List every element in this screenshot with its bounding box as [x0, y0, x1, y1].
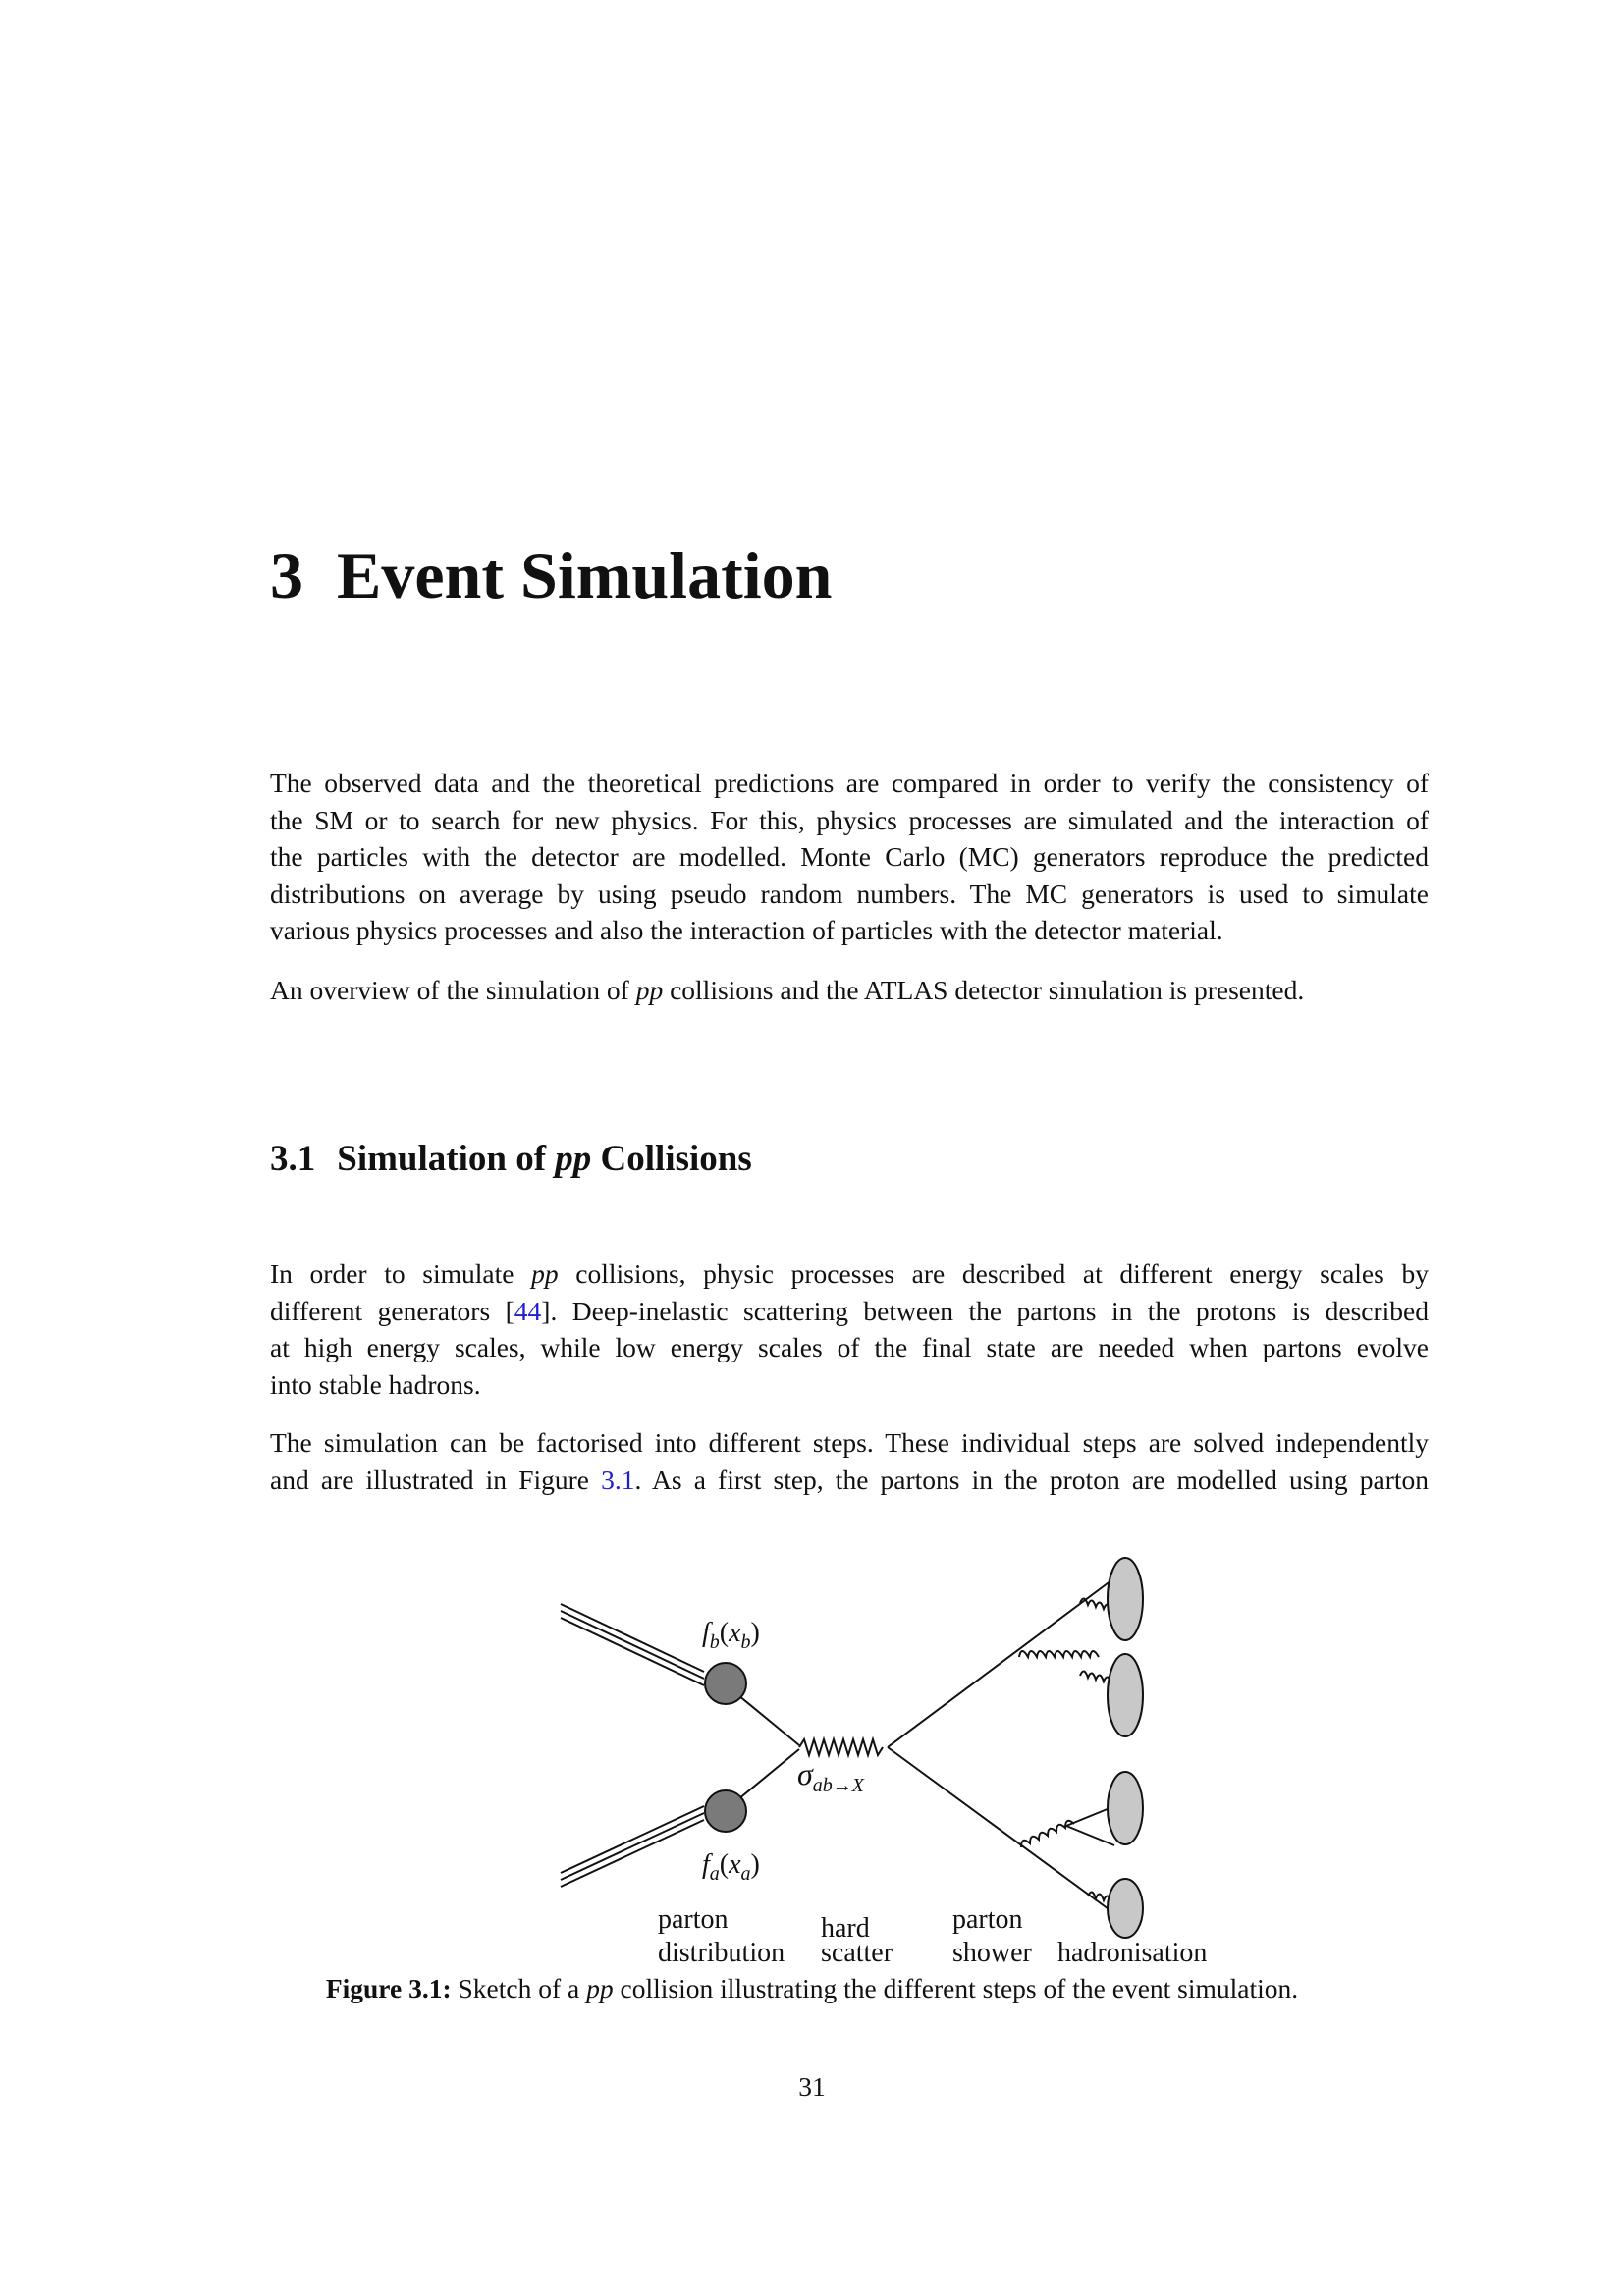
- hadron-blob-4: [1108, 1879, 1143, 1938]
- intro-paragraph-1: [270, 765, 1429, 949]
- label-fa-xa: fa(xa): [702, 1849, 760, 1885]
- text-line: and are illustrated in Figure 3.1. As a first step, the partons in the proton are modelled using parton: [270, 1464, 1430, 1495]
- text-line: In order to simulate pp collisions, physic processes are described at different energy scales by: [270, 1258, 1429, 1289]
- text-line: The simulation can be factorised into different steps. These individual steps are solved independently: [270, 1427, 1429, 1458]
- chapter-number: 3: [270, 538, 303, 613]
- parton-line-b: [738, 1695, 799, 1745]
- outgoing-parton-lower: [888, 1747, 1119, 1917]
- parton-line-a: [738, 1749, 799, 1799]
- caption-label: Figure 3.1:: [325, 1973, 452, 2003]
- page-number: 31: [798, 2071, 826, 2102]
- outgoing-parton-upper: [888, 1575, 1119, 1747]
- text-line: various physics processes and also the interaction of particles with the detector material.: [270, 915, 1223, 945]
- gluon-emissions: [1019, 1598, 1127, 1904]
- stage-label-distribution: distribution: [658, 1938, 785, 1963]
- text-line: the SM or to search for new physics. For this, physics processes are simulated and the interaction of: [270, 804, 1429, 835]
- hadron-blob-2: [1108, 1654, 1143, 1736]
- pp-emphasis: pp: [635, 975, 664, 1005]
- label-sigma: σab→X: [797, 1756, 864, 1796]
- stage-label-hard: hard: [821, 1913, 870, 1944]
- figure-reference-link[interactable]: 3.1: [601, 1464, 635, 1495]
- citation-link[interactable]: 44: [514, 1295, 542, 1326]
- stage-label-scatter: scatter: [821, 1938, 893, 1963]
- figure-pp-collision-sketch: [0, 1531, 1624, 1963]
- text-line: into stable hadrons.: [270, 1368, 481, 1400]
- hard-scatter-propagator: [799, 1739, 883, 1755]
- hadron-blob-1: [1108, 1558, 1143, 1640]
- text-line: distributions on average by using pseudo random numbers. The MC generators is used to simulate: [270, 878, 1429, 909]
- chapter-title: [270, 538, 833, 613]
- text-line: the particles with the detector are modelled. Monte Carlo (MC) generators reproduce the predicted: [270, 841, 1429, 872]
- stage-label-parton-shower-1: parton: [952, 1904, 1023, 1935]
- collision-diagram: [0, 1531, 1624, 1963]
- section-paragraph-2: [270, 1424, 1429, 1498]
- hadron-blob-3: [1108, 1772, 1143, 1844]
- stage-label-hadronisation: hadronisation: [1057, 1938, 1208, 1963]
- stage-label-parton: parton: [658, 1904, 729, 1935]
- label-fb-xb: fb(xb): [702, 1618, 760, 1653]
- chapter-title-text: Event Simulation: [337, 538, 833, 613]
- text-line: different generators [44]. Deep-inelastic scattering between the partons in the protons is described: [270, 1295, 1429, 1326]
- proton-blob-b: [705, 1663, 746, 1704]
- proton-blob-a: [705, 1790, 746, 1832]
- section-paragraph-1: [270, 1255, 1429, 1403]
- text-line: The observed data and the theoretical predictions are compared in order to verify the consistency of: [270, 768, 1429, 798]
- stage-label-shower: shower: [952, 1938, 1032, 1963]
- figure-caption: Figure 3.1: Sketch of a pp collision illustrating the different steps of the event simulation.: [325, 1973, 1299, 2003]
- section-number: 3.1: [270, 1139, 316, 1179]
- section-title: 3.1 Simulation of pp Collisions: [270, 1139, 752, 1179]
- intro-paragraph-2: An overview of the simulation of pp collisions and the ATLAS detector simulation is presented.: [270, 975, 1305, 1005]
- proton-beam-b: [561, 1604, 704, 1685]
- proton-beam-a: [561, 1806, 704, 1887]
- text-line: at high energy scales, while low energy scales of the final state are needed when partons evolve: [270, 1332, 1429, 1362]
